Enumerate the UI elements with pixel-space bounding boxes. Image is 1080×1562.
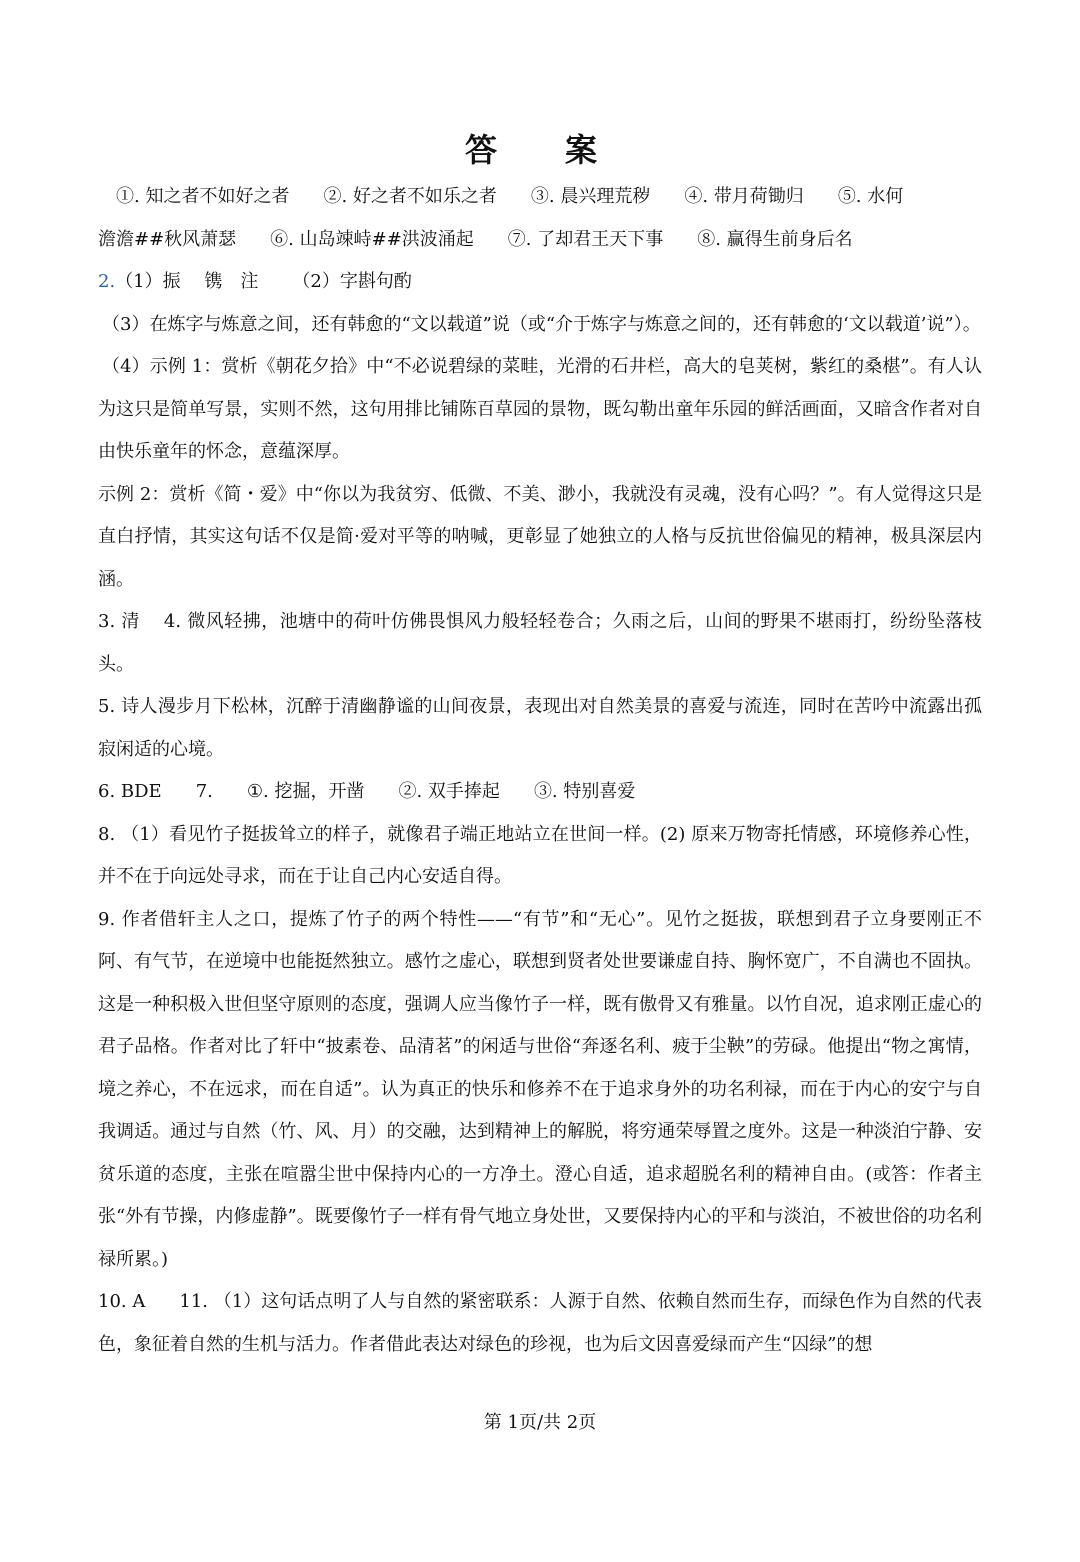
answer-1-item-6: ⑥. 山岛竦峙##洪波涌起 bbox=[270, 228, 474, 250]
answer-2-part-4: （4）示例 1：赏析《朝花夕拾》中“不必说碧绿的菜畦，光滑的石井栏，高大的皂荚树，紫红的桑椹”。有人认为这只是简单写景，实则不然，这句用排比铺陈百草园的景物，既勾勒出童年乐园的鲜活画面，又暗含作者对自由快乐童年的怀念，意蕴深厚。 bbox=[98, 356, 982, 462]
answer-5: 5. 诗人漫步月下松林，沉醉于清幽静谧的山间夜景，表现出对自然美景的喜爱与流连，同时在苦吟中流露出孤寂闲适的心境。 bbox=[98, 696, 982, 760]
answer-1-cont bbox=[98, 219, 982, 262]
answer-1-item-4: ④. 带月荷锄归 bbox=[684, 186, 804, 207]
answer-1-item-7: ⑦. 了却君王天下事 bbox=[507, 228, 664, 250]
answer-8: 8. （1）看见竹子挺拔耸立的样子，就像君子端正地站立在世间一样。(2) 原来万物寄托情感，环境修养心性，并不在于向远处寻求，而在于让自己内心安适自得。 bbox=[98, 823, 982, 887]
answer-4: 4. 微风轻拂，池塘中的荷叶仿佛畏惧风力般轻轻卷合；久雨之后，山间的野果不堪雨打，纷纷坠落枝头。 bbox=[98, 611, 982, 675]
answer-2-part-3: （3）在炼字与炼意之间，还有韩愈的“文以载道”说（或“介于炼字与炼意之间的，还有韩愈的‘文以载道’说”）。 bbox=[102, 313, 981, 335]
answer-7-item-1: ①. 挖掘，开凿 bbox=[246, 781, 365, 802]
page-number: 第 1页/共 2页 bbox=[483, 1412, 597, 1433]
answer-6-7 bbox=[98, 771, 982, 814]
answer-7-item-2: ②. 双手捧起 bbox=[398, 781, 500, 802]
answer-1-item-2: ②. 好之者不如乐之者 bbox=[323, 186, 497, 207]
answer-10-11 bbox=[98, 1281, 982, 1366]
answer-content bbox=[98, 176, 982, 1366]
page-title: 答 案 bbox=[464, 131, 615, 169]
answer-1-item-1: ①. 知之者不如好之者 bbox=[116, 186, 290, 207]
answer-2-part-1: （1）振 镌 注 bbox=[115, 271, 259, 292]
answer-1-item-5a: ⑤. 水何 bbox=[837, 186, 904, 207]
answer-7-number: 7. bbox=[195, 781, 213, 802]
answer-2-number: 2. bbox=[98, 271, 116, 292]
answer-2-part-5: 示例 2：赏析《简・爱》中“你以为我贫穷、低微、不美、渺小，我就没有灵魂，没有心吗？”。有人觉得这只是直白抒情，其实这句话不仅是简·爱对平等的呐喊，更彰显了她独立的人格与反抗世俗偏见的精神，极具深层内涵。 bbox=[98, 483, 982, 590]
answer-1-item-5b: 澹澹##秋风萧瑟 bbox=[98, 228, 237, 250]
answer-7-item-3: ③. 特别喜爱 bbox=[533, 781, 636, 802]
answer-2-part-2: （2）字斟句酌 bbox=[292, 271, 412, 292]
answer-3-4 bbox=[98, 601, 982, 686]
answer-10: 10. A bbox=[98, 1291, 146, 1312]
answer-6: 6. BDE bbox=[98, 781, 162, 802]
answer-1-item-8: ⑧. 赢得生前身后名 bbox=[697, 228, 853, 250]
answer-9: 9. 作者借轩主人之口，提炼了竹子的两个特性——“有节”和“无心”。见竹之挺拔，联想到君子立身要刚正不阿、有气节，在逆境中也能挺然独立。感竹之虚心，联想到贤者处世要谦虚自持、胸怀宽广，不自满也不固执。这是一种积极入世但坚守原则的态度，强调人应当像竹子一样，既有傲骨又有雅量。以竹自况，追求刚正虚心的君子品格。作者对比了轩中“披素卷、品清茗”的闲适与世俗“奔逐名利、疲于尘鞅”的劳碌。他提出“物之寓情，境之养心，不在远求，而在自适”。认为真正的快乐和修养不在于追求身外的功名利禄，而在于内心的安宁与自我调适。通过与自然（竹、风、月）的交融，达到精神上的解脱，将穷通荣辱置之度外。这是一种淡泊宁静、安贫乐道的态度，主张在喧嚣尘世中保持内心的一方净土。澄心自适，追求超脱名利的精神自由。(或答：作者主张“外有节操，内修虚静”。既要像竹子一样有骨气地立身处世，又要保持内心的平和与淡泊，不被世俗的功名利禄所累。) bbox=[98, 908, 982, 1270]
answer-11: 11. （1）这句话点明了人与自然的紧密联系：人源于自然、依赖自然而生存，而绿色作为自然的代表色，象征着自然的生机与活力。作者借此表达对绿色的珍视，也为后文因喜爱绿而产生“囚绿”的想 bbox=[98, 1291, 982, 1355]
answer-3: 3. 清 bbox=[98, 611, 140, 632]
answer-1-item-3: ③. 晨兴理荒秽 bbox=[530, 186, 651, 207]
answer-2 bbox=[98, 261, 982, 304]
answer-1 bbox=[98, 176, 982, 219]
